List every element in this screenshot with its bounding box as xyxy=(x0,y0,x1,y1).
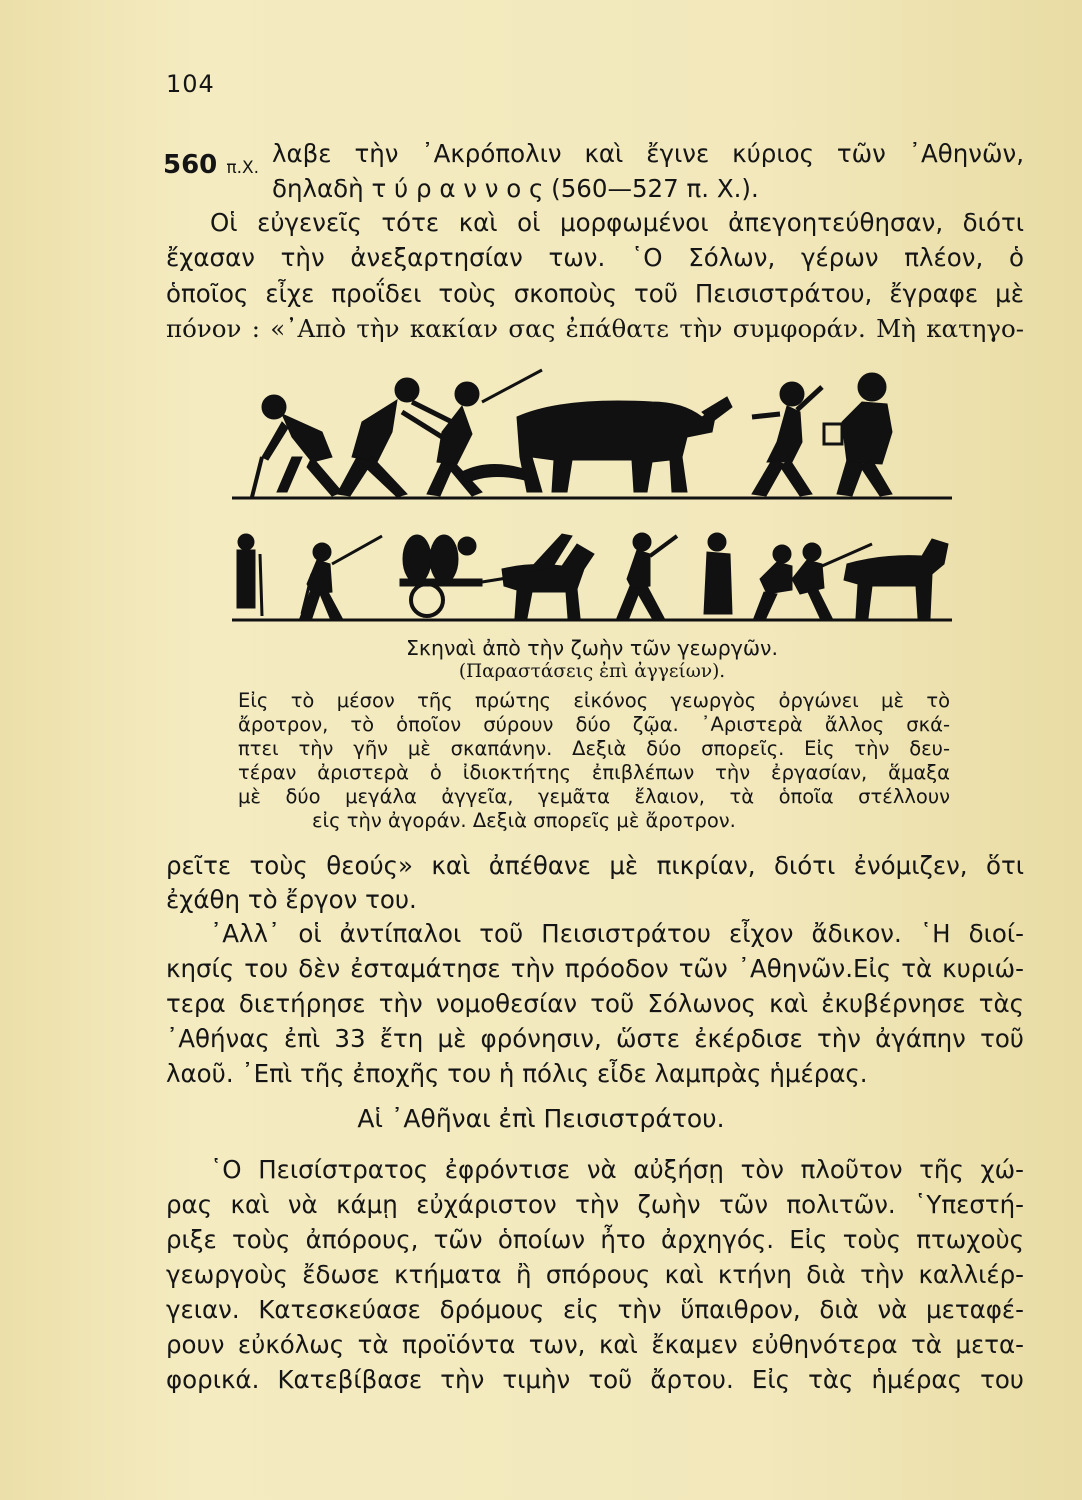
text-line: ἐχάθη τὸ ἔργον του. xyxy=(166,885,417,914)
margin-year: 560 xyxy=(163,150,218,180)
figure-worker-left xyxy=(300,536,382,618)
caption-subtitle: (Παραστάσεις ἐπὶ ἀγγείων). xyxy=(458,661,726,682)
vase-frieze-cart xyxy=(232,524,952,626)
text-line: φορικά. Κατεβίβασε τὴν τιμὴν τοῦ ἄρτου. Εἰς τὰς ἡμέρας του xyxy=(166,1365,1024,1394)
caption-line: εἰς τὴν ἀγοράν. Δεξιὰ σπορεῖς μὲ ἄροτρον. xyxy=(312,809,736,832)
text-line: λαβε τὴν ᾿Ακρόπολιν καὶ ἔγινε κύριος τῶν ᾿Αθηνῶν, xyxy=(272,139,1024,168)
figure-oxen xyxy=(517,397,732,492)
vase-frieze-plowing xyxy=(232,362,952,504)
margin-era: π.Χ. xyxy=(226,158,260,178)
text-line: ρας καὶ νὰ κάμῃ εὐχάριστον τὴν ζωὴν τῶν πολιτῶν. ῾Υπεστή- xyxy=(166,1190,1024,1219)
figure-walker xyxy=(617,533,677,618)
figure-seated xyxy=(704,533,732,614)
text-line: ᾿Αθήνας ἐπὶ 33 ἔτη μὲ φρόνησιν, ὥστε ἐκέρδισε τὴν ἀγάπην τοῦ xyxy=(166,1024,1024,1053)
text-line: ὁποῖος εἶχε προΐδει τοὺς σκοποὺς τοῦ Πεισιστράτου, ἔγραφε μὲ xyxy=(166,279,1024,308)
page-number: 104 xyxy=(166,70,215,98)
text-line: ριξε τοὺς ἀπόρους, τῶν ὁποίων ἦτο ἀρχηγός. Εἰς τοὺς πτωχοὺς xyxy=(166,1225,1024,1254)
caption-line: Εἰς τὸ μέσον τῆς πρώτης εἰκόνος γεωργὸς ὀργώνει μὲ τὸ xyxy=(238,689,950,712)
text-line: λαοῦ. ᾿Επὶ τῆς ἐποχῆς του ἡ πόλις εἶδε λαμπρὰς ἡμέρας. xyxy=(166,1059,868,1088)
text-line: ῾Ο Πεισίστρατος ἐφρόντισε νὰ αὐξήσῃ τὸν πλοῦτον τῆς χώ- xyxy=(210,1155,1024,1184)
caption-title: Σκηναὶ ἀπὸ τὴν ζωὴν τῶν γεωργῶν. xyxy=(405,636,779,660)
figure-seed-bearer xyxy=(824,373,892,496)
text-line: ρουν εὐκόλως τὰ προϊόντα των, καὶ ἔκαμεν εὐθηνότερα τὰ μετα- xyxy=(166,1330,1024,1359)
text-line: γειαν. Κατεσκεύασε δρόμους εἰς τὴν ὕπαιθρον, διὰ νὰ μεταφέ- xyxy=(166,1295,1024,1324)
section-heading: Αἱ ᾿Αθῆναι ἐπὶ Πεισιστράτου. xyxy=(357,1104,725,1133)
text-line: Οἱ εὐγενεῖς τότε καὶ οἱ μορφωμένοι ἀπεγοητεύθησαν, διότι xyxy=(210,208,1024,237)
figure-digger xyxy=(252,395,342,497)
text-line: κησίς του δὲν ἐσταμάτησε τὴν πρόοδον τῶν ᾿Αθηνῶν.Εἰς τὰ κυριώ- xyxy=(166,954,1024,983)
caption-line: πτει τὴν γῆν μὲ σκαπάνην. Δεξιὰ δύο σπορεῖς. Εἰς τὴν δευ- xyxy=(238,737,950,760)
caption-line: ἄροτρον, τὸ ὁποῖον σύρουν δύο ζῷα. ᾿Αριστερὰ ἄλλος σκά- xyxy=(238,713,950,736)
caption-line: τέραν ἀριστερὰ ὁ ἰδιοκτήτης ἐπιβλέπων τὴν ἐργασίαν, ἅμαξα xyxy=(238,761,950,784)
text-line: ᾿Αλλ᾿ οἱ ἀντίπαλοι τοῦ Πεισιστράτου εἶχον ἄδικον. ῾Η διοί- xyxy=(210,919,1024,948)
text-line: δηλαδὴ τ ύ ρ α ν ν ο ς (560—527 π. Χ.). xyxy=(272,174,759,203)
text-line: τερα διετήρησε τὴν νομοθεσίαν τοῦ Σόλωνος καὶ ἐκυβέρνησε τὰς xyxy=(166,989,1024,1018)
caption-line: μὲ δύο μεγάλα ἀγγεῖα, γεμᾶτα ἔλαιον, τὰ ὁποῖα στέλλουν xyxy=(238,785,950,808)
figure-horses xyxy=(502,534,594,618)
margin-date-note xyxy=(163,150,259,180)
figure-owner xyxy=(237,534,262,616)
text-line: γεωργοὺς ἔδωσε κτήματα ἢ σπόρους καὶ κτήνη διὰ τὴν καλλιέρ- xyxy=(166,1260,1024,1289)
text-line: πόνον : «᾿Απὸ τὴν κακίαν σας ἐπάθατε τὴν συμφοράν. Μὴ κατηγο- xyxy=(166,314,1024,343)
text-line: ἔχασαν τὴν ἀνεξαρτησίαν των. ῾Ο Σόλων, γέρων πλέον, ὁ xyxy=(166,243,1024,272)
text-line: ρεῖτε τοὺς θεούς» καὶ ἀπέθανε μὲ πικρίαν, διότι ἐνόμιζεν, ὅτι xyxy=(166,851,1024,880)
figure-sower-right xyxy=(752,382,822,496)
